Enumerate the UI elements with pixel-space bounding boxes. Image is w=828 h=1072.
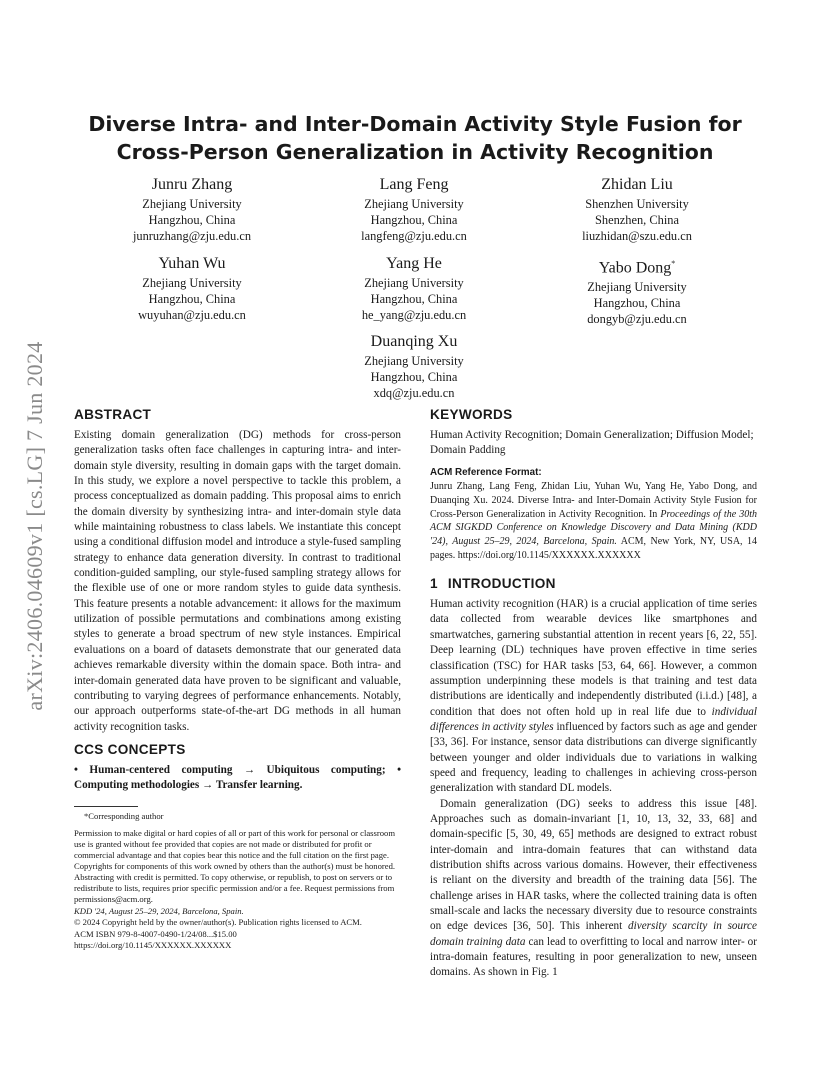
- author-location: Hangzhou, China: [148, 292, 236, 306]
- keywords-text: Human Activity Recognition; Domain Generalization; Diffusion Model; Domain Padding: [430, 429, 754, 457]
- author-block: [309, 254, 519, 323]
- author-name: Zhidan Liu: [601, 176, 673, 193]
- author-email[interactable]: wuyuhan@zju.edu.cn: [138, 308, 246, 322]
- abstract-text: Existing domain generalization (DG) methods for cross-person generalization tasks often face challenges in capturing intra- and inter-domain style diversity, resulting in domain gaps with the target domain. In this study, we explore a novel perspective to tackle this problem, a process conceptualized as domain padding. This proposal aims to enrich the domain diversity by synthesizing intra- and inter-domain style data while maintaining robustness to class labels. We instantiate this concept using a conditional diffusion model and introduce a style-fused sampling strategy to enhance data generation diversity. In contrast to traditional condition-guided sampling, our style-fused sampling strategy allows for the flexible use of one or more random styles to guide data synthesis. This feature presents a notable advancement: it allows for the maximum utilization of possible permutations and combinations among existing styles to generate a broad spectrum of new style instances. Empirical evaluations on a board of datasets demonstrate that our generated data achieves remarkable diversity within the domain space. Both intra- and inter-domain generated data have proven to be significant and valuable, contributing to varying degrees of performance enhancements. Notably, our approach outperforms state-of-the-art DG methods in all human activity recognition tasks.: [74, 429, 401, 733]
- title-line-2: Cross-Person Generalization in Activity Recognition: [116, 140, 714, 164]
- permission-notice: Permission to make digital or hard copies of all or part of this work for personal or classroom use is granted without fee provided that copies are not made or distributed for profit or commercial advantage and that copies bear this notice and the full citation on the first page. Copyrights for components of this work owned by others than the author(s) must be honored. Abstracting with credit is permitted. To copy otherwise, or republish, to post on servers or to redistribute to lists, requires prior specific permission and/or a fee. Request permissions from permissions@acm.org.: [74, 827, 396, 905]
- author-name: Lang Feng: [379, 176, 449, 193]
- corresponding-author-footnote: *Corresponding author: [84, 810, 164, 821]
- intro-paragraph-2: [430, 797, 757, 981]
- intro-p2-emphasis: diversity scarcity in source domain training data: [430, 920, 757, 948]
- keywords-section: [430, 406, 757, 459]
- isbn-line: ACM ISBN 979-8-4007-0490-1/24/08...$15.00: [74, 928, 237, 939]
- author-email[interactable]: liuzhidan@szu.edu.cn: [582, 229, 692, 243]
- abstract-heading: ABSTRACT: [74, 407, 152, 422]
- author-block: [87, 254, 297, 323]
- intro-p2-text: Domain generalization (DG) seeks to address this issue [48]. Approaches such as domain-invariant [1, 10, 13, 32, 33, 68] and domain-specific [5, 30, 49, 65] methods are designed to extract robust inter-domain and intra-domain features that can withstand data distribution shifts across various domains. However, their effectiveness is reliant on the diversity and breadth of the training data [56]. The challenge arises in HAR tasks, where the collected training data is often small-scale and lacks the necessary diversity due to resource constraints on edge devices [36, 50]. This inherent: [430, 797, 757, 933]
- acm-reference-authors: Junru Zhang, Lang Feng, Zhidan Liu, Yuhan Wu, Yang He, Yabo Dong, and Duanqing Xu. 2024. Diverse Intra- and Inter-Domain Activity Style Fusion for Cross-Person Generalization in Activity Recognition. In: [430, 480, 757, 520]
- author-affiliation: Shenzhen University: [585, 197, 689, 211]
- acm-reference-section: [430, 467, 757, 563]
- author-email[interactable]: he_yang@zju.edu.cn: [361, 308, 467, 322]
- author-name-text: Yabo Dong: [598, 259, 672, 277]
- section-number: 1: [430, 576, 438, 592]
- title-line-1: Diverse Intra- and Inter-Domain Activity Style Fusion for: [88, 112, 742, 136]
- author-affiliation: Zhejiang University: [364, 197, 464, 211]
- author-block: [532, 175, 742, 244]
- intro-p1-text-cont: influenced by factors such as age and gender [33, 36]. For instance, sensor data distributions can diverge significantly between younger and older individuals due to variations in walking speed and frequency, leading to challenges in achieving cross-person generalization with standard DL models.: [430, 720, 757, 795]
- right-column: [430, 406, 757, 981]
- intro-p2-text-cont: can lead to overfitting to local and narrow inter- or intra-domain features, resulting in poor generalization to new, unseen domains. As shown in Fig. 1: [430, 935, 758, 979]
- author-email[interactable]: xdq@zju.edu.cn: [373, 386, 455, 400]
- author-block: [532, 254, 742, 327]
- doi-link[interactable]: https://doi.org/10.1145/XXXXXX.XXXXXX: [74, 939, 232, 950]
- author-location: Hangzhou, China: [593, 296, 681, 311]
- acm-reference-publisher: ACM, New York, NY, USA, 14 pages. https://doi.org/10.1145/XXXXXX.XXXXXX: [430, 536, 757, 562]
- author-block: [87, 175, 297, 244]
- section-title: INTRODUCTION: [447, 576, 556, 592]
- author-location: Hangzhou, China: [148, 213, 236, 227]
- author-location: Hangzhou, China: [370, 370, 458, 384]
- author-email[interactable]: dongyb@zju.edu.cn: [587, 312, 687, 327]
- author-affiliation: Zhejiang University: [364, 354, 464, 368]
- author-email[interactable]: langfeng@zju.edu.cn: [361, 229, 467, 243]
- arxiv-sidebar-label: [10, 296, 60, 756]
- author-affiliation: Zhejiang University: [142, 276, 242, 290]
- author-name: Yuhan Wu: [158, 255, 226, 272]
- author-name: [532, 254, 742, 278]
- author-affiliation: Zhejiang University: [142, 197, 242, 211]
- copyright-line: © 2024 Copyright held by the owner/author(s). Publication rights licensed to ACM.: [74, 917, 362, 928]
- acm-reference-heading: ACM Reference Format:: [430, 466, 542, 478]
- acm-reference-proceedings: Proceedings of the 30th ACM SIGKDD Conference on Knowledge Discovery and Data Mining (KDD '24), August 25–29, 2024, Barcelona, Spain.: [430, 508, 757, 548]
- author-location: Shenzhen, China: [595, 213, 679, 227]
- ccs-text: • Human-centered computing → Ubiquitous computing; • Computing methodologies → Transfer learning.: [74, 763, 401, 792]
- left-column: [74, 406, 401, 951]
- author-affiliation: Zhejiang University: [587, 280, 687, 295]
- author-name: Duanqing Xu: [370, 333, 458, 350]
- keywords-heading: KEYWORDS: [430, 407, 513, 422]
- acm-reference-text: [430, 480, 757, 563]
- intro-p1-emphasis: individual differences in activity styles: [430, 705, 757, 733]
- ccs-heading: CCS CONCEPTS: [74, 741, 186, 757]
- ccs-section: [74, 741, 401, 794]
- paper-title: [74, 110, 756, 166]
- introduction-heading: [430, 575, 757, 593]
- author-name: Junru Zhang: [151, 176, 233, 193]
- arxiv-identifier: arXiv:2406.04609v1 [cs.LG] 7 Jun 2024: [22, 341, 47, 711]
- author-email[interactable]: junruzhang@zju.edu.cn: [132, 229, 252, 243]
- author-location: Hangzhou, China: [370, 292, 458, 306]
- author-location: Hangzhou, China: [370, 213, 458, 227]
- author-block: [309, 332, 519, 401]
- abstract-section: [74, 406, 401, 735]
- introduction-section: [430, 575, 757, 981]
- intro-p1-text: Human activity recognition (HAR) is a crucial application of time series data collected from wearable devices like smartphones and smartwatches, garnering substantial attention in recent years [6, 22, 55]. Deep learning (DL) techniques have proven effective in time series classification (TSC) for HAR tasks [53, 64, 66]. However, a common assumption underpinning these models is that training and test data distributions are identically and independently distributed (i.i.d.) [48], a condition that does not often hold up in real life due to: [430, 598, 757, 718]
- footnote-divider: [74, 806, 138, 807]
- corresponding-marker: *: [671, 259, 676, 268]
- venue-line: KDD '24, August 25–29, 2024, Barcelona, Spain.: [74, 906, 244, 917]
- author-affiliation: Zhejiang University: [364, 276, 464, 290]
- author-name: Yang He: [386, 255, 442, 272]
- author-block: [309, 175, 519, 244]
- intro-paragraph-1: [430, 597, 757, 796]
